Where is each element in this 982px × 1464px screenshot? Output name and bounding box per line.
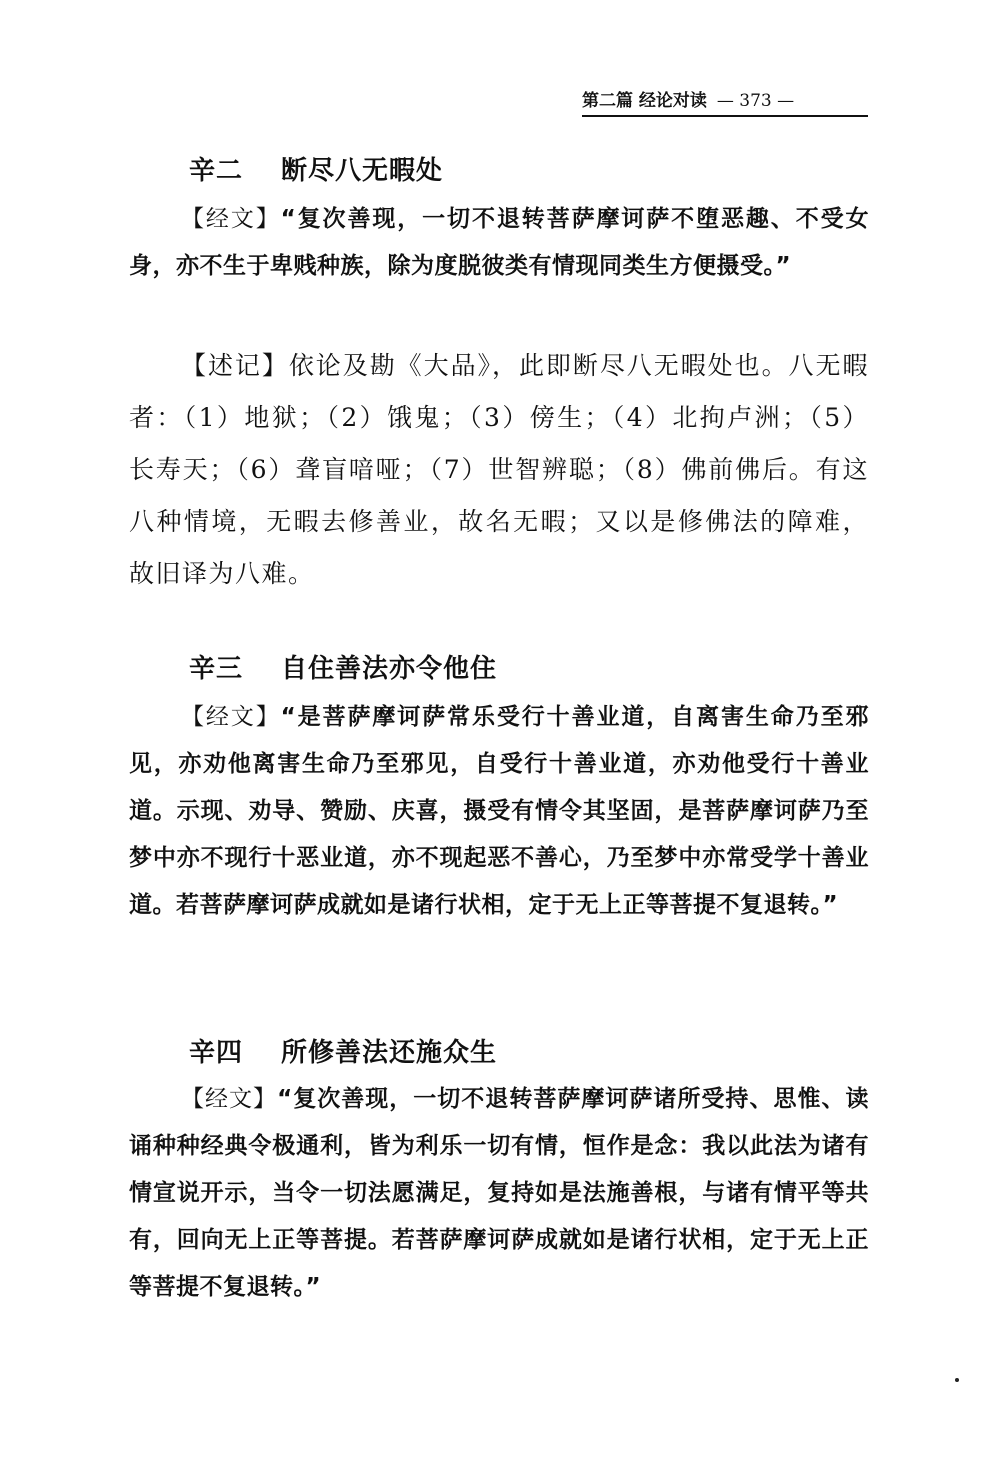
sutra-paragraph-3 xyxy=(129,1076,869,1311)
section-label: 辛三 xyxy=(189,654,244,684)
sutra-paragraph-2 xyxy=(129,694,869,929)
sutra-tag: 【经文】 xyxy=(181,1086,278,1112)
comment-tag: 【述记】 xyxy=(181,351,289,380)
sutra-text: “是菩萨摩诃萨常乐受行十善业道，自离害生命乃至邪见，亦劝他离害生命乃至邪见，自受行十善业道，亦劝他受行十善业道。示现、劝导、赞励、庆喜，摄受有情令其坚固，是菩萨摩诃萨乃至梦中亦不现行十恶业道，亦不现起恶不善心，乃至梦中亦常受学十善业道。若菩萨摩诃萨成就如是诸行状相，定于无上正等菩提不复退转。” xyxy=(129,704,870,918)
section-title: 自住善法亦令他住 xyxy=(281,654,498,684)
section-label: 辛二 xyxy=(189,156,244,186)
sutra-text: “复次善现，一切不退转菩萨摩诃萨不堕恶趣、不受女身，亦不生于卑贱种族，除为度脱彼类有情现同类生方便摄受。” xyxy=(129,206,870,279)
section-heading-1 xyxy=(189,150,443,187)
sutra-text: “复次善现，一切不退转菩萨摩诃萨诸所受持、思惟、读诵种种经典令极通利，皆为利乐一切有情，恒作是念：我以此法为诸有情宣说开示，当令一切法愿满足，复持如是法施善根，与诸有情平等共有，回向无上正等菩提。若菩萨摩诃萨成就如是诸行状相，定于无上正等菩提不复退转。” xyxy=(129,1086,870,1300)
page-number: — 373 — xyxy=(716,91,795,111)
sutra-paragraph-1 xyxy=(129,196,869,290)
section-heading-3 xyxy=(189,1032,497,1069)
sutra-tag: 【经文】 xyxy=(181,704,281,730)
section-title: 所修善法还施众生 xyxy=(281,1038,498,1068)
header-section-title: 第二篇 经论对读 xyxy=(582,91,707,111)
commentary-paragraph-1 xyxy=(129,340,869,600)
running-header xyxy=(582,86,868,117)
section-heading-2 xyxy=(189,648,497,685)
sutra-tag: 【经文】 xyxy=(181,206,281,232)
section-title: 断尽八无暇处 xyxy=(281,156,444,186)
section-label: 辛四 xyxy=(189,1038,244,1068)
scan-speck xyxy=(955,1378,959,1382)
comment-text: 依论及勘《大品》，此即断尽八无暇处也。八无暇者：（1）地狱；（2）饿鬼；（3）傍生；（4）北拘卢洲；（5）长寿天；（6）聋盲喑哑；（7）世智辨聪；（8）佛前佛后。有这八种情境，无暇去修善业，故名无暇；又以是修佛法的障难，故旧译为八难。 xyxy=(129,351,869,588)
